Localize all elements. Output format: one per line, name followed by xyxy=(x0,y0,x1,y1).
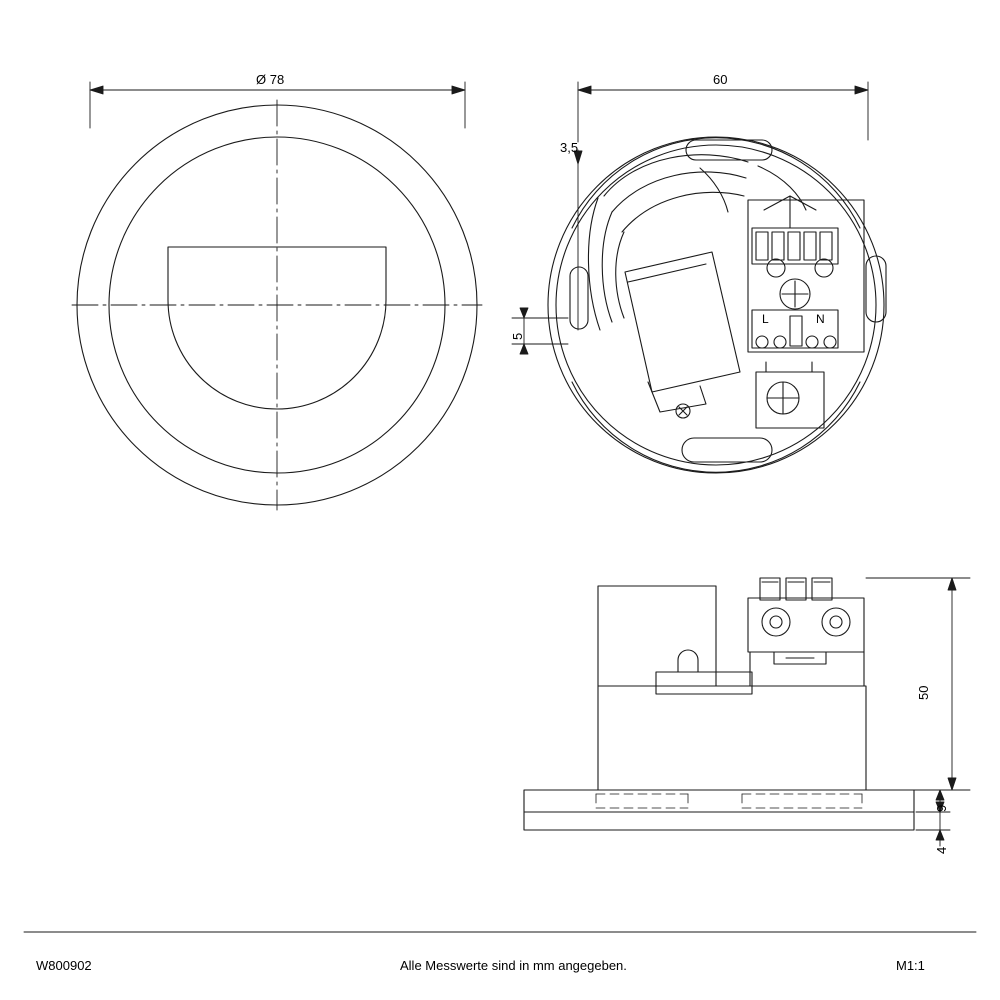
side-dimension-label-50: 50 xyxy=(916,685,931,700)
back-dimension-5 xyxy=(512,308,568,354)
drawing-id: W800902 xyxy=(36,958,92,973)
front-dimension-label-diameter: Ø 78 xyxy=(256,72,285,87)
back-dimension-label-3-5: 3,5 xyxy=(560,140,579,155)
back-dimension-60 xyxy=(578,82,868,142)
screw-terminal-back xyxy=(756,362,824,428)
drawing-scale: M1:1 xyxy=(896,958,925,973)
terminal-block-back xyxy=(748,196,864,352)
measurement-note: Alle Messwerte sind in mm angegeben. xyxy=(400,958,627,973)
side-dimension-label-4: 4 xyxy=(934,846,949,854)
terminal-label-n: N xyxy=(816,312,825,326)
back-view-geometry xyxy=(548,137,886,473)
front-view-geometry xyxy=(72,100,482,510)
back-dimension-label-60: 60 xyxy=(713,72,728,87)
terminal-block-side xyxy=(748,578,864,664)
back-dimension-label-5: 5 xyxy=(510,332,525,340)
back-dimension-3_5 xyxy=(574,150,582,330)
side-dimension-4 xyxy=(916,812,950,846)
side-view-geometry xyxy=(524,578,914,830)
side-dimension-50 xyxy=(866,578,970,790)
terminal-label-l: L xyxy=(762,312,769,326)
side-dimension-label-9: 9 xyxy=(934,804,949,812)
